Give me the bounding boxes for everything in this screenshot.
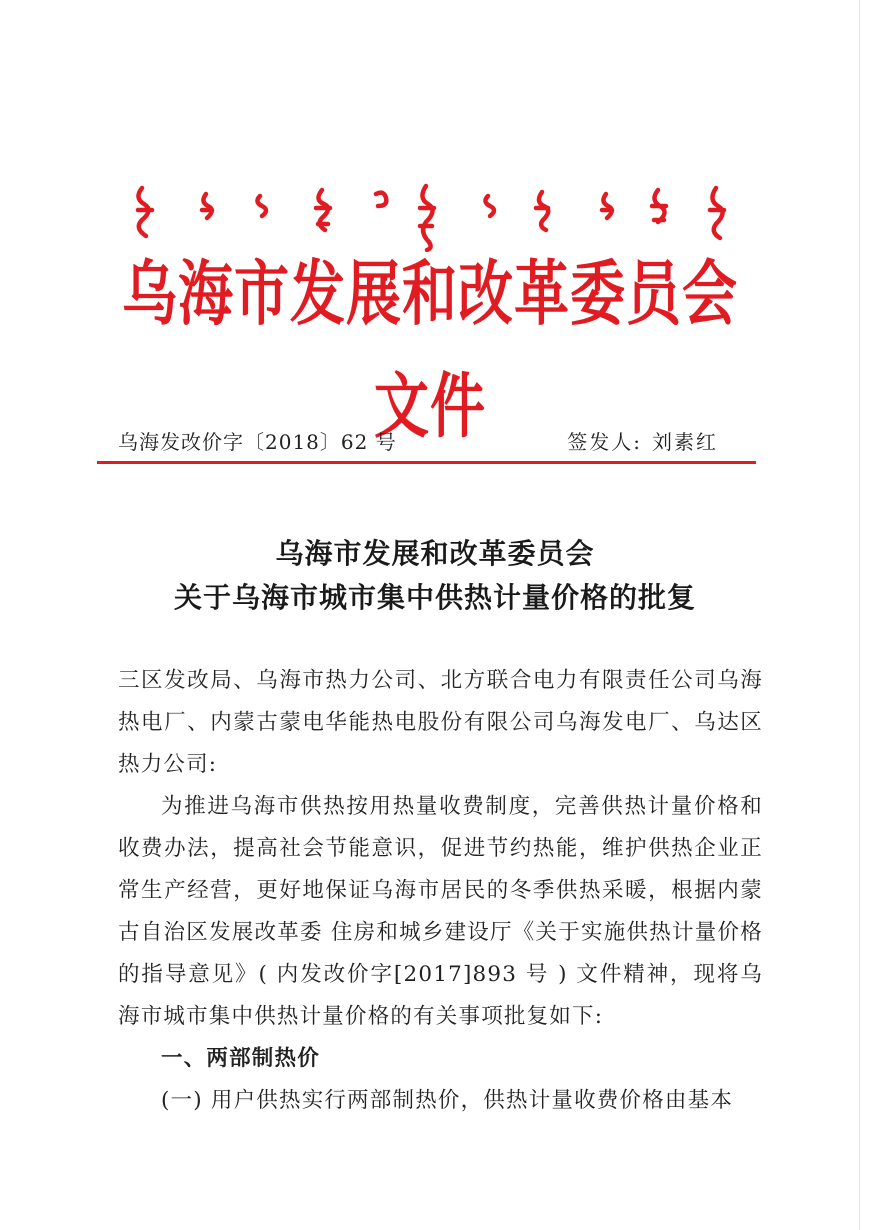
document-title: [90, 532, 780, 620]
signer-block: [567, 426, 718, 455]
signer-name: 刘素红: [652, 430, 718, 454]
paragraph-1: 为推进乌海市供热按用热量收费制度，完善供热计量价格和收费办法，提高社会节能意识，促进节约热能，维护供热企业正常生产经营，更好地保证乌海市居民的冬季供热采暖，根据内蒙古自治区发展改革委 住房和城乡建设厅《关于实施供热计量价格的指导意见》( 内发改价字[2017]893 号 ) 文件精神，现将乌海市城市集中供热计量价格的有关事项批复如下:: [118, 794, 763, 1029]
section-1-heading: 一、两部制热价: [161, 1046, 320, 1071]
document-body: [118, 660, 763, 1122]
page-edge: [859, 0, 860, 1230]
red-divider-rule: [97, 461, 756, 464]
document-number: 乌海发改价字〔2018〕62 号: [118, 430, 397, 454]
addressees: 三区发改局、乌海市热力公司、北方联合电力有限责任公司乌海热电厂、内蒙古蒙电华能热电股份有限公司乌海发电厂、乌达区热力公司:: [118, 668, 763, 777]
title-line-1: 乌海市发展和改革委员会: [275, 537, 595, 570]
document-meta-line: [118, 422, 718, 458]
section-1-item-1: (一) 用户供热实行两部制热价，供热计量收费价格由基本: [161, 1088, 734, 1113]
red-letterhead-title: 乌海市发展和改革委员会文件: [121, 251, 738, 448]
title-line-2: 关于乌海市城市集中供热计量价格的批复: [173, 581, 696, 614]
signer-label: 签发人:: [567, 430, 642, 454]
